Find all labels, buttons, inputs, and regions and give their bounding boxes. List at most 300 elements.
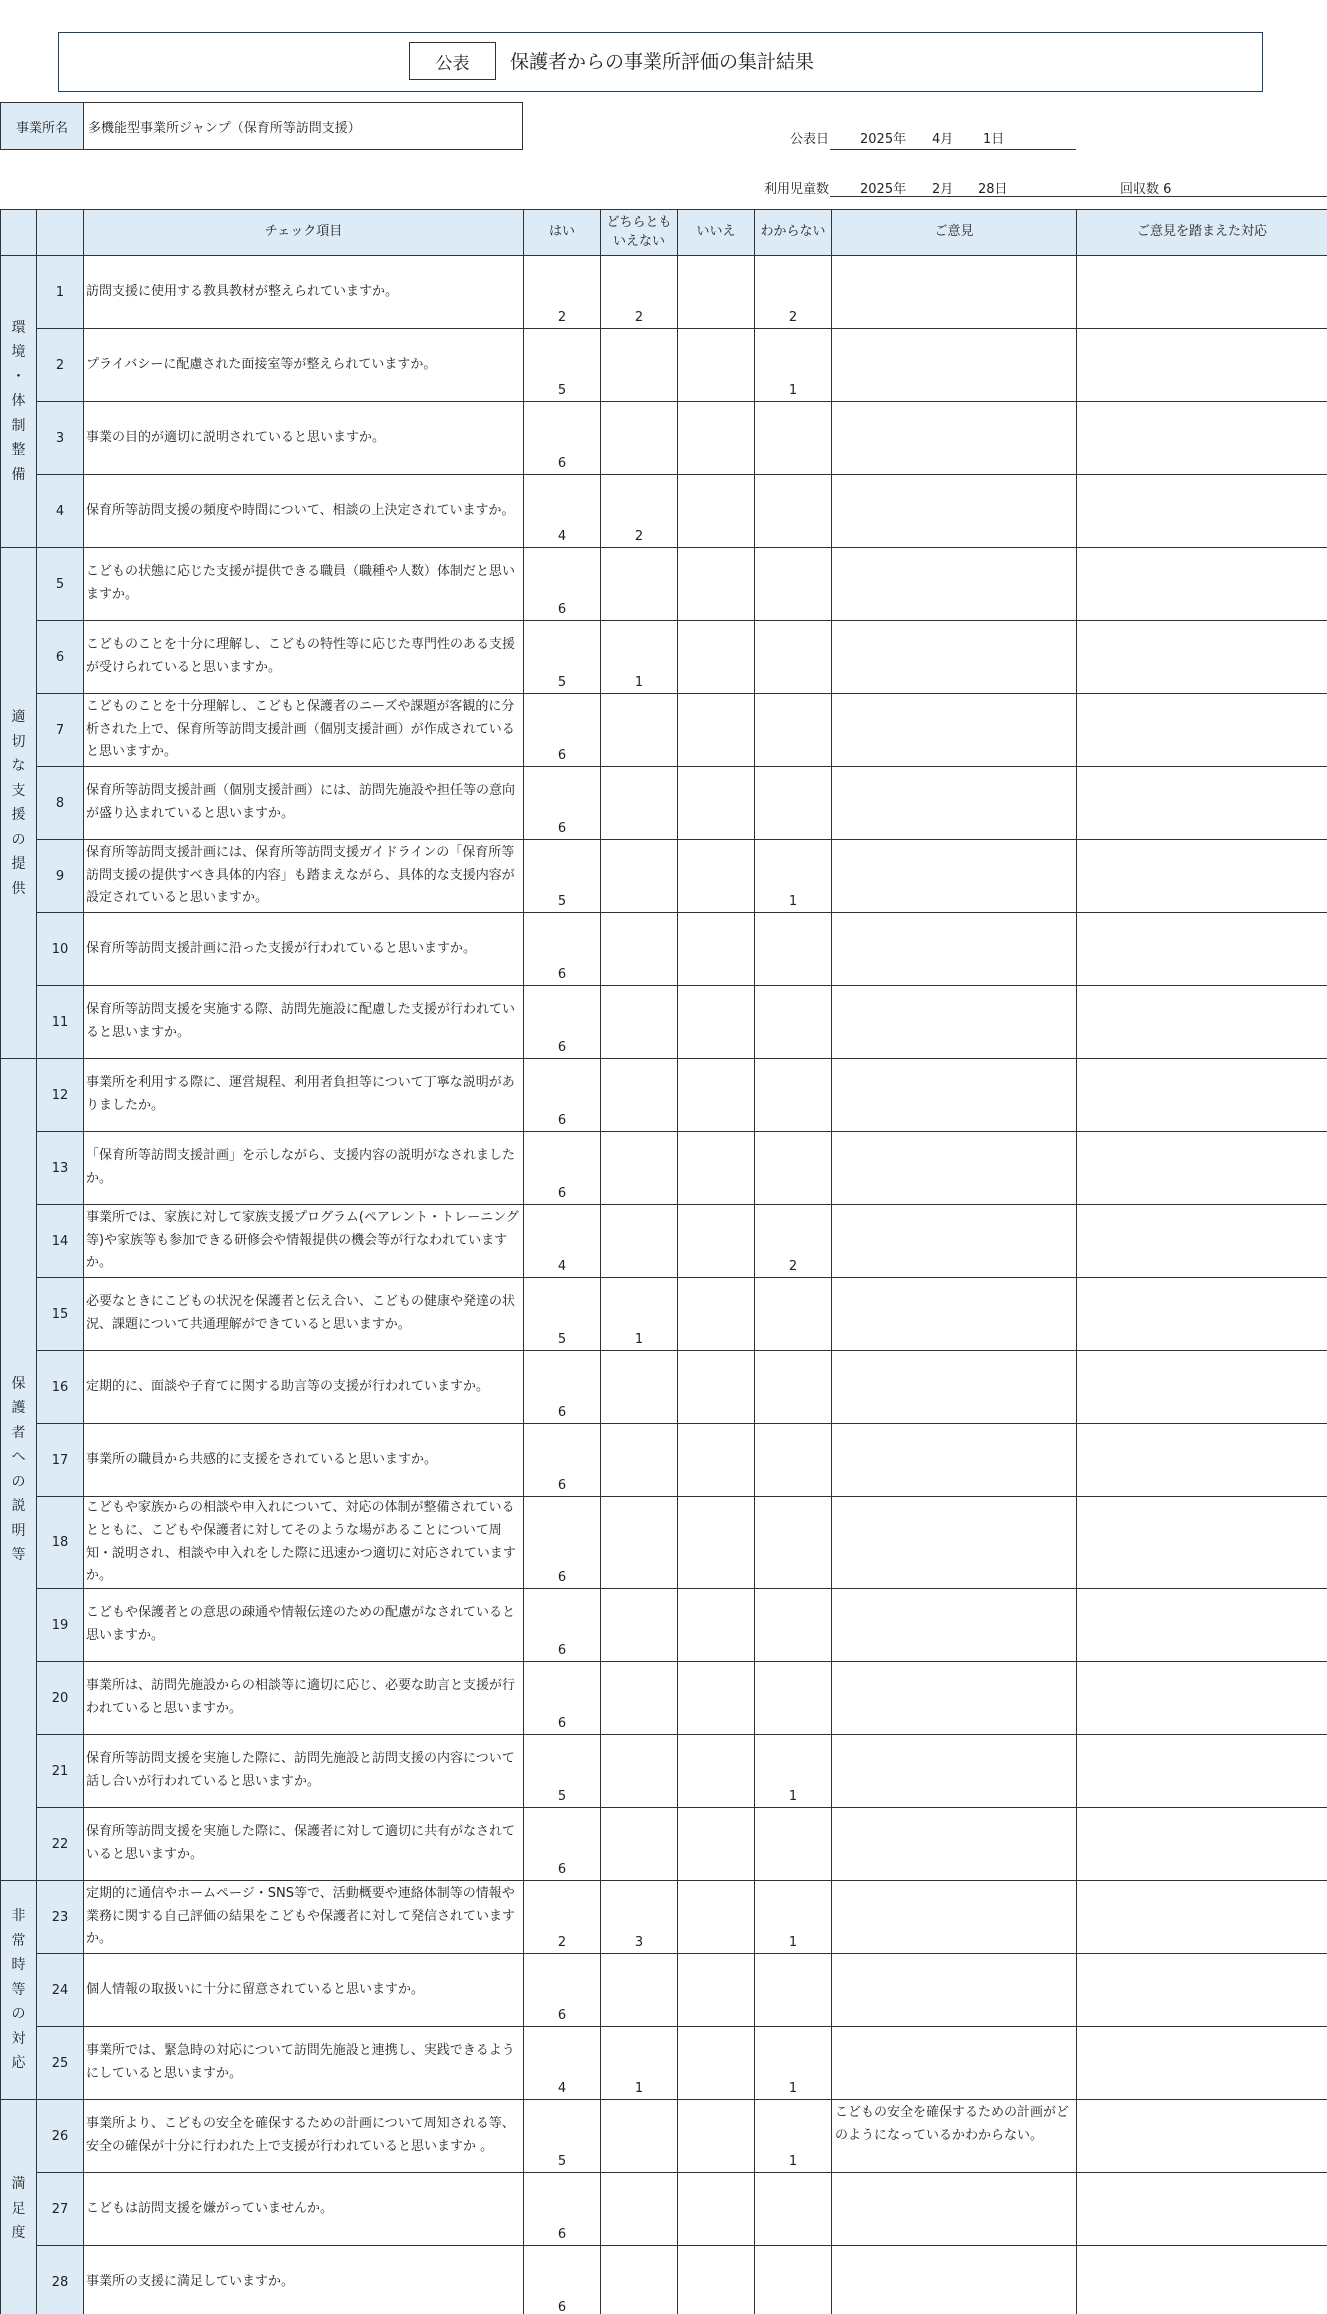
opinion-cell [832, 986, 1077, 1059]
response-cell [1077, 1881, 1327, 1954]
response-cell [1077, 2246, 1327, 2314]
table-row [1, 1735, 1327, 1808]
question-text: 事業所では、緊急時の対応について訪問先施設と連携し、実践できるようにしていると思いますか。 [84, 2027, 524, 2100]
category-char: 説 [11, 1498, 26, 1514]
title-box [58, 32, 1263, 92]
no-count [678, 475, 755, 548]
yes-count: 5 [524, 1278, 601, 1351]
question-text: 事業所の職員から共感的に支援をされていると思いますか。 [84, 1424, 524, 1497]
question-text: 事業の目的が適切に説明されていると思いますか。 [84, 402, 524, 475]
no-count [678, 840, 755, 913]
unknown-count [755, 1662, 832, 1735]
users-line [830, 196, 1327, 197]
table-row [1, 1424, 1327, 1497]
response-cell [1077, 621, 1327, 694]
opinion-cell [832, 329, 1077, 402]
opinion-cell [832, 2246, 1077, 2314]
response-cell [1077, 986, 1327, 1059]
yes-count: 6 [524, 548, 601, 621]
yes-count: 6 [524, 402, 601, 475]
question-text: 定期的に通信やホームページ・SNS等で、活動概要や連絡体制等の情報や業務に関する自己評価の結果をこどもや保護者に対して発信されていますか。 [84, 1881, 524, 1954]
response-cell [1077, 2027, 1327, 2100]
neutral-count [601, 1954, 678, 2027]
publish-date-label: 公表日 [790, 132, 830, 147]
no-count [678, 402, 755, 475]
row-number: 23 [37, 1881, 84, 1954]
response-cell [1077, 329, 1327, 402]
response-cell [1077, 1132, 1327, 1205]
category-char: 応 [11, 2055, 26, 2072]
opinion-cell: こどもの安全を確保するための計画がどのようになっているかわからない。 [832, 2100, 1077, 2173]
table-row [1, 2246, 1327, 2314]
table-row [1, 1881, 1327, 1954]
opinion-cell [832, 1424, 1077, 1497]
category-char: な [11, 758, 26, 774]
row-number: 15 [37, 1278, 84, 1351]
neutral-count [601, 840, 678, 913]
question-text: 事業所より、こどもの安全を確保するための計画について周知される等、安全の確保が十分に行われた上で支援が行われていると思いますか 。 [84, 2100, 524, 2173]
neutral-count [601, 694, 678, 767]
row-number: 5 [37, 548, 84, 621]
category-char: 体 [11, 393, 26, 410]
question-text: 保育所等訪問支援を実施した際に、保護者に対して適切に共有がなされていると思いますか。 [84, 1808, 524, 1881]
opinion-cell [832, 694, 1077, 767]
response-cell [1077, 1735, 1327, 1808]
yes-count: 6 [524, 1424, 601, 1497]
question-text: 保育所等訪問支援の頻度や時間について、相談の上決定されていますか。 [84, 475, 524, 548]
category-cell [1, 256, 37, 548]
office-label: 事業所名 [1, 103, 84, 149]
category-char: へ [11, 1449, 26, 1465]
opinion-cell [832, 913, 1077, 986]
no-count [678, 621, 755, 694]
category-char: の [11, 831, 26, 848]
table-row [1, 2100, 1327, 2173]
row-number: 13 [37, 1132, 84, 1205]
table-row [1, 402, 1327, 475]
no-count [678, 548, 755, 621]
opinion-cell [832, 548, 1077, 621]
unknown-count: 1 [755, 1881, 832, 1954]
no-count [678, 986, 755, 1059]
table-row [1, 986, 1327, 1059]
opinion-cell [832, 621, 1077, 694]
unknown-count [755, 1424, 832, 1497]
yes-count: 6 [524, 694, 601, 767]
category-char: 護 [11, 1400, 26, 1416]
response-cell [1077, 767, 1327, 840]
row-number: 28 [37, 2246, 84, 2314]
response-cell [1077, 256, 1327, 329]
users-year: 2025年 [860, 182, 907, 197]
table-row [1, 329, 1327, 402]
yes-count: 6 [524, 2246, 601, 2314]
no-count [678, 1059, 755, 1132]
no-count [678, 1735, 755, 1808]
question-text: 保育所等訪問支援計画（個別支援計画）には、訪問先施設や担任等の意向が盛り込まれていると思いますか。 [84, 767, 524, 840]
table-row [1, 913, 1327, 986]
opinion-cell [832, 1205, 1077, 1278]
office-name: 多機能型事業所ジャンプ（保育所等訪問支援） [88, 121, 361, 136]
question-text: 保育所等訪問支援を実施した際に、訪問先施設と訪問支援の内容について話し合いが行われていると思いますか。 [84, 1735, 524, 1808]
category-char: 制 [11, 417, 26, 434]
opinion-cell [832, 1954, 1077, 2027]
category-char: 度 [11, 2225, 26, 2242]
unknown-count [755, 1132, 832, 1205]
response-cell [1077, 1808, 1327, 1881]
category-char: 供 [11, 880, 26, 897]
row-number: 19 [37, 1589, 84, 1662]
question-text: こどものことを十分理解し、こどもと保護者のニーズや課題が客観的に分析された上で、保育所等訪問支援計画（個別支援計画）が作成されていると思いますか。 [84, 694, 524, 767]
row-number: 10 [37, 913, 84, 986]
row-number: 26 [37, 2100, 84, 2173]
category-char: 支 [11, 782, 26, 799]
response-cell [1077, 2100, 1327, 2173]
table-row [1, 840, 1327, 913]
unknown-count [755, 548, 832, 621]
table-row [1, 2173, 1327, 2246]
category-cell [1, 1059, 37, 1881]
table-row [1, 1589, 1327, 1662]
category-cell [1, 548, 37, 1059]
question-text: こどもは訪問支援を嫌がっていませんか。 [84, 2173, 524, 2246]
question-text: 訪問支援に使用する教具教材が整えられていますか。 [84, 256, 524, 329]
header-row [1, 210, 1327, 256]
neutral-count [601, 1589, 678, 1662]
no-count [678, 913, 755, 986]
neutral-count [601, 1424, 678, 1497]
category-char: 常 [11, 1932, 26, 1949]
unknown-count [755, 986, 832, 1059]
row-number: 27 [37, 2173, 84, 2246]
responses-count: 回収数 6 [1120, 182, 1172, 197]
neutral-count [601, 1662, 678, 1735]
category-char: 適 [11, 709, 26, 725]
opinion-cell [832, 840, 1077, 913]
row-number: 16 [37, 1351, 84, 1424]
category-char: 明 [11, 1522, 26, 1539]
neutral-count: 2 [601, 256, 678, 329]
row-number: 11 [37, 986, 84, 1059]
opinion-cell [832, 1351, 1077, 1424]
page-title: 保護者からの事業所評価の集計結果 [510, 51, 815, 73]
neutral-count [601, 2246, 678, 2314]
unknown-count [755, 1497, 832, 1589]
row-number: 3 [37, 402, 84, 475]
row-number: 2 [37, 329, 84, 402]
opinion-cell [832, 767, 1077, 840]
no-count [678, 2173, 755, 2246]
yes-count: 6 [524, 767, 601, 840]
yes-count: 5 [524, 1735, 601, 1808]
no-count [678, 329, 755, 402]
neutral-count: 1 [601, 621, 678, 694]
table-row [1, 1497, 1327, 1589]
yes-count: 5 [524, 2100, 601, 2173]
question-text: 保育所等訪問支援計画には、保育所等訪問支援ガイドラインの「保育所等訪問支援の提供すべき具体的内容」も踏まえながら、具体的な支援内容が設定されていると思いますか。 [84, 840, 524, 913]
opinion-cell [832, 402, 1077, 475]
yes-count: 6 [524, 1808, 601, 1881]
opinion-cell [832, 1808, 1077, 1881]
neutral-count [601, 1205, 678, 1278]
yes-count: 6 [524, 913, 601, 986]
publish-month: 4月 [932, 132, 954, 147]
question-text: こどもや保護者との意思の疎通や情報伝達のための配慮がなされていると思いますか。 [84, 1589, 524, 1662]
yes-count: 6 [524, 1954, 601, 2027]
neutral-count [601, 1351, 678, 1424]
response-cell [1077, 840, 1327, 913]
row-number: 24 [37, 1954, 84, 2027]
no-count [678, 2027, 755, 2100]
category-char: 環 [11, 319, 26, 336]
header-response: ご意見を踏まえた対応 [1077, 210, 1327, 256]
header-no: いいえ [678, 210, 755, 256]
yes-count: 6 [524, 1059, 601, 1132]
table-body [1, 256, 1327, 2314]
header-neutral: どちらとも いえない [601, 210, 678, 256]
question-text: 保育所等訪問支援を実施する際、訪問先施設に配慮した支援が行われていると思いますか。 [84, 986, 524, 1059]
category-cell [1, 1881, 37, 2100]
table-row [1, 1132, 1327, 1205]
neutral-count [601, 329, 678, 402]
no-count [678, 1132, 755, 1205]
question-text: 保育所等訪問支援計画に沿った支援が行われていると思いますか。 [84, 913, 524, 986]
unknown-count [755, 1589, 832, 1662]
header-unknown: わからない [755, 210, 832, 256]
opinion-cell [832, 1881, 1077, 1954]
header-check-item: チェック項目 [84, 210, 524, 256]
no-count [678, 767, 755, 840]
no-count [678, 1351, 755, 1424]
unknown-count [755, 1278, 832, 1351]
unknown-count [755, 1059, 832, 1132]
unknown-count [755, 1351, 832, 1424]
table-row [1, 767, 1327, 840]
table-row [1, 475, 1327, 548]
question-text: 「保育所等訪問支援計画」を示しながら、支援内容の説明がなされましたか。 [84, 1132, 524, 1205]
header-opinion: ご意見 [832, 210, 1077, 256]
yes-count: 2 [524, 1881, 601, 1954]
category-char: 境 [11, 344, 26, 361]
question-text: こどもや家族からの相談や申入れについて、対応の体制が整備されているとともに、こどもや保護者に対してそのような場があることについて周知・説明され、相談や申入れをした際に迅速かつ適切に対応されていますか。 [84, 1497, 524, 1589]
opinion-cell [832, 1589, 1077, 1662]
neutral-count [601, 1132, 678, 1205]
unknown-count [755, 2246, 832, 2314]
row-number: 8 [37, 767, 84, 840]
category-char: 対 [11, 2030, 26, 2047]
unknown-count: 2 [755, 256, 832, 329]
question-text: 事業所は、訪問先施設からの相談等に適切に応じ、必要な助言と支援が行われていると思いますか。 [84, 1662, 524, 1735]
neutral-count: 1 [601, 1278, 678, 1351]
yes-count: 4 [524, 2027, 601, 2100]
opinion-cell [832, 1132, 1077, 1205]
response-cell [1077, 694, 1327, 767]
table-row [1, 694, 1327, 767]
users-day: 28日 [978, 182, 1008, 197]
no-count [678, 1881, 755, 1954]
yes-count: 6 [524, 1351, 601, 1424]
response-cell [1077, 475, 1327, 548]
yes-count: 6 [524, 1589, 601, 1662]
no-count [678, 2100, 755, 2173]
yes-count: 2 [524, 256, 601, 329]
neutral-count: 1 [601, 2027, 678, 2100]
yes-count: 5 [524, 329, 601, 402]
unknown-count [755, 2173, 832, 2246]
category-char: 非 [11, 1908, 26, 1925]
category-char: 満 [11, 2176, 26, 2193]
header-number [37, 210, 84, 256]
table-row [1, 256, 1327, 329]
row-number: 1 [37, 256, 84, 329]
users-month: 2月 [932, 182, 954, 197]
response-cell [1077, 1954, 1327, 2027]
yes-count: 5 [524, 621, 601, 694]
table-row [1, 1662, 1327, 1735]
neutral-count [601, 1735, 678, 1808]
row-number: 7 [37, 694, 84, 767]
opinion-cell [832, 1278, 1077, 1351]
category-char: 整 [11, 442, 26, 459]
unknown-count: 2 [755, 1205, 832, 1278]
category-char: 切 [11, 733, 26, 750]
header-yes: はい [524, 210, 601, 256]
neutral-count [601, 986, 678, 1059]
publish-day: 1日 [983, 132, 1005, 147]
no-count [678, 1954, 755, 2027]
question-text: プライバシーに配慮された面接室等が整えられていますか。 [84, 329, 524, 402]
yes-count: 6 [524, 1497, 601, 1589]
response-cell [1077, 1424, 1327, 1497]
category-char: 等 [11, 1547, 26, 1563]
unknown-count [755, 402, 832, 475]
opinion-cell [832, 256, 1077, 329]
yes-count: 6 [524, 2173, 601, 2246]
no-count [678, 1424, 755, 1497]
unknown-count: 1 [755, 329, 832, 402]
row-number: 21 [37, 1735, 84, 1808]
row-number: 9 [37, 840, 84, 913]
users-label: 利用児童数 [764, 182, 830, 197]
no-count [678, 256, 755, 329]
row-number: 4 [37, 475, 84, 548]
neutral-count [601, 1497, 678, 1589]
evaluation-table [0, 209, 1327, 2314]
unknown-count [755, 1808, 832, 1881]
unknown-count: 1 [755, 2100, 832, 2173]
row-number: 25 [37, 2027, 84, 2100]
neutral-count [601, 1059, 678, 1132]
table-row [1, 1351, 1327, 1424]
question-text: こどもの状態に応じた支援が提供できる職員（職種や人数）体制だと思いますか。 [84, 548, 524, 621]
publish-year: 2025年 [860, 132, 907, 147]
unknown-count [755, 1954, 832, 2027]
category-char: 者 [11, 1424, 26, 1441]
table-row [1, 1278, 1327, 1351]
no-count [678, 1278, 755, 1351]
opinion-cell [832, 2027, 1077, 2100]
question-text: 事業所を利用する際に、運営規程、利用者負担等について丁寧な説明がありましたか。 [84, 1059, 524, 1132]
neutral-count [601, 402, 678, 475]
no-count [678, 1205, 755, 1278]
category-char: 足 [11, 2200, 26, 2217]
category-char: 時 [11, 1957, 26, 1974]
table-row [1, 1808, 1327, 1881]
no-count [678, 1497, 755, 1589]
neutral-count [601, 2100, 678, 2173]
opinion-cell [832, 1662, 1077, 1735]
response-cell [1077, 402, 1327, 475]
yes-count: 5 [524, 840, 601, 913]
table-row [1, 621, 1327, 694]
category-char: 保 [11, 1375, 26, 1392]
yes-count: 4 [524, 1205, 601, 1278]
unknown-count [755, 621, 832, 694]
opinion-cell [832, 1497, 1077, 1589]
question-text: 定期的に、面談や子育てに関する助言等の支援が行われていますか。 [84, 1351, 524, 1424]
yes-count: 4 [524, 475, 601, 548]
row-number: 14 [37, 1205, 84, 1278]
no-count [678, 1589, 755, 1662]
table-row [1, 1059, 1327, 1132]
category-char: ・ [11, 368, 26, 385]
neutral-count [601, 767, 678, 840]
public-badge: 公表 [409, 42, 496, 80]
table-row [1, 1954, 1327, 2027]
publish-date-line [830, 149, 1076, 150]
category-char: 等 [11, 1981, 26, 1998]
no-count [678, 2246, 755, 2314]
category-char: 援 [11, 807, 26, 823]
response-cell [1077, 1205, 1327, 1278]
table-row [1, 1205, 1327, 1278]
response-cell [1077, 913, 1327, 986]
unknown-count [755, 913, 832, 986]
neutral-count [601, 913, 678, 986]
question-text: こどものことを十分に理解し、こどもの特性等に応じた専門性のある支援が受けられていると思いますか。 [84, 621, 524, 694]
question-text: 事業所の支援に満足していますか。 [84, 2246, 524, 2314]
response-cell [1077, 1497, 1327, 1589]
row-number: 12 [37, 1059, 84, 1132]
row-number: 22 [37, 1808, 84, 1881]
neutral-count: 2 [601, 475, 678, 548]
neutral-count [601, 2173, 678, 2246]
office-box [0, 102, 523, 150]
no-count [678, 1808, 755, 1881]
response-cell [1077, 1278, 1327, 1351]
category-cell [1, 2100, 37, 2314]
category-char: の [11, 1473, 26, 1490]
yes-count: 6 [524, 986, 601, 1059]
response-cell [1077, 2173, 1327, 2246]
response-cell [1077, 1589, 1327, 1662]
unknown-count: 1 [755, 840, 832, 913]
response-cell [1077, 1351, 1327, 1424]
neutral-count: 3 [601, 1881, 678, 1954]
neutral-count [601, 548, 678, 621]
response-cell [1077, 548, 1327, 621]
row-number: 17 [37, 1424, 84, 1497]
header-category [1, 210, 37, 256]
row-number: 6 [37, 621, 84, 694]
question-text: 個人情報の取扱いに十分に留意されていると思いますか。 [84, 1954, 524, 2027]
question-text: 事業所では、家族に対して家族支援プログラム(ペアレント・トレーニング等)や家族等も参加できる研修会や情報提供の機会等が行なわれていますか。 [84, 1205, 524, 1278]
opinion-cell [832, 475, 1077, 548]
neutral-count [601, 1808, 678, 1881]
no-count [678, 1662, 755, 1735]
table-row [1, 548, 1327, 621]
yes-count: 6 [524, 1662, 601, 1735]
